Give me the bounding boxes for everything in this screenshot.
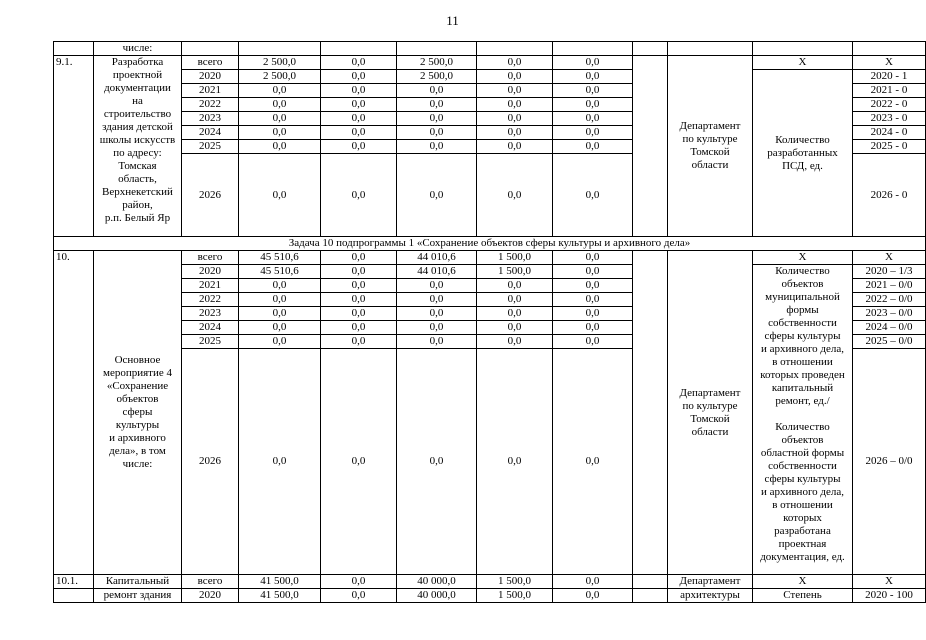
regional-cell: 0,0 (397, 279, 477, 293)
local-cell: 1 500,0 (477, 575, 553, 589)
name-cell: числе: (94, 42, 182, 56)
federal-cell: 0,0 (321, 98, 397, 112)
year-cell: 2021 (182, 279, 239, 293)
total-cell: 0,0 (239, 349, 321, 575)
target-cell: 2020 – 1/3 (853, 265, 926, 279)
empty-cell (477, 42, 553, 56)
federal-cell: 0,0 (321, 279, 397, 293)
extra-budget-cell: 0,0 (553, 265, 633, 279)
federal-cell: 0,0 (321, 154, 397, 237)
year-cell: 2025 (182, 140, 239, 154)
target-cell: 2026 - 0 (853, 154, 926, 237)
year-cell: 2026 (182, 349, 239, 575)
regional-cell: 0,0 (397, 126, 477, 140)
empty-cell (668, 42, 753, 56)
year-cell: всего (182, 575, 239, 589)
federal-cell: 0,0 (321, 293, 397, 307)
regional-cell: 44 010,6 (397, 265, 477, 279)
local-cell: 0,0 (477, 349, 553, 575)
regional-cell: 40 000,0 (397, 589, 477, 603)
regional-cell: 2 500,0 (397, 56, 477, 70)
num-cell: 10. (54, 251, 94, 575)
target-cell: 2023 - 0 (853, 112, 926, 126)
indicator-cell: X (753, 251, 853, 265)
total-cell: 0,0 (239, 307, 321, 321)
regional-cell: 0,0 (397, 140, 477, 154)
federal-cell: 0,0 (321, 251, 397, 265)
extra-budget-cell: 0,0 (553, 70, 633, 84)
executor-cell: Департамент по культуре Томской области (668, 56, 753, 237)
executor-cell: Департамент (668, 575, 753, 589)
federal-cell: 0,0 (321, 126, 397, 140)
target-cell: 2024 – 0/0 (853, 321, 926, 335)
extra-budget-cell: 0,0 (553, 349, 633, 575)
local-cell: 0,0 (477, 321, 553, 335)
local-cell: 0,0 (477, 293, 553, 307)
regional-cell: 0,0 (397, 349, 477, 575)
federal-cell: 0,0 (321, 70, 397, 84)
federal-cell: 0,0 (321, 112, 397, 126)
local-cell: 0,0 (477, 84, 553, 98)
extra-budget-cell: 0,0 (553, 589, 633, 603)
budget-table (53, 41, 926, 603)
federal-cell: 0,0 (321, 56, 397, 70)
year-cell: 2023 (182, 112, 239, 126)
target-cell: X (853, 56, 926, 70)
local-cell: 1 500,0 (477, 251, 553, 265)
extra-budget-cell: 0,0 (553, 279, 633, 293)
target-cell: X (853, 251, 926, 265)
extra-budget-cell: 0,0 (553, 84, 633, 98)
table-body (54, 42, 926, 603)
name-cell: Капитальный (94, 575, 182, 589)
indicator-cell: Количество разработанных ПСД, ед. (753, 70, 853, 237)
regional-cell: 0,0 (397, 293, 477, 307)
federal-cell: 0,0 (321, 140, 397, 154)
federal-cell: 0,0 (321, 335, 397, 349)
federal-cell: 0,0 (321, 321, 397, 335)
total-cell: 2 500,0 (239, 56, 321, 70)
empty-cell (633, 56, 668, 237)
indicator-cell: X (753, 56, 853, 70)
year-cell: 2025 (182, 335, 239, 349)
local-cell: 0,0 (477, 56, 553, 70)
num-cell (54, 589, 94, 603)
empty-cell (182, 42, 239, 56)
row-9-1 (54, 70, 926, 84)
year-cell: 2022 (182, 98, 239, 112)
empty-cell (633, 589, 668, 603)
regional-cell: 0,0 (397, 335, 477, 349)
empty-cell (633, 575, 668, 589)
row-10 (54, 265, 926, 279)
row-9-1 (54, 56, 926, 70)
total-cell: 41 500,0 (239, 575, 321, 589)
executor-cell: Департамент по культуре Томской области (668, 251, 753, 575)
total-cell: 0,0 (239, 98, 321, 112)
total-cell: 0,0 (239, 112, 321, 126)
row-10-1 (54, 589, 926, 603)
indicator-cell: Количество объектов муниципальной формы собственности сферы культуры и архивного дела, в отношении которых проведен капитальный ремонт, ед./ Количество объектов областной формы собственности сферы культуры и архивного дела, в отношении которых разработана проектная документация, ед. (753, 265, 853, 575)
empty-cell (553, 42, 633, 56)
federal-cell: 0,0 (321, 84, 397, 98)
name-cell: ремонт здания (94, 589, 182, 603)
regional-cell: 0,0 (397, 98, 477, 112)
target-cell: 2026 – 0/0 (853, 349, 926, 575)
local-cell: 0,0 (477, 112, 553, 126)
continuation-row (54, 42, 926, 56)
indicator-cell: Степень (753, 589, 853, 603)
target-cell: 2021 - 0 (853, 84, 926, 98)
local-cell: 0,0 (477, 140, 553, 154)
regional-cell: 0,0 (397, 307, 477, 321)
extra-budget-cell: 0,0 (553, 112, 633, 126)
total-cell: 0,0 (239, 140, 321, 154)
target-cell: 2023 – 0/0 (853, 307, 926, 321)
extra-budget-cell: 0,0 (553, 251, 633, 265)
local-cell: 1 500,0 (477, 265, 553, 279)
target-cell: 2020 - 1 (853, 70, 926, 84)
empty-cell (239, 42, 321, 56)
extra-budget-cell: 0,0 (553, 575, 633, 589)
total-cell: 45 510,6 (239, 251, 321, 265)
total-cell: 0,0 (239, 335, 321, 349)
year-cell: 2020 (182, 589, 239, 603)
target-cell: 2021 – 0/0 (853, 279, 926, 293)
indicator-cell: X (753, 575, 853, 589)
regional-cell: 0,0 (397, 84, 477, 98)
federal-cell: 0,0 (321, 265, 397, 279)
local-cell: 0,0 (477, 154, 553, 237)
year-cell: всего (182, 251, 239, 265)
row-10-1 (54, 575, 926, 589)
num-cell: 9.1. (54, 56, 94, 237)
target-cell: 2020 - 100 (853, 589, 926, 603)
total-cell: 0,0 (239, 293, 321, 307)
total-cell: 0,0 (239, 321, 321, 335)
task-header: Задача 10 подпрограммы 1 «Сохранение объектов сферы культуры и архивного дела» (54, 237, 926, 251)
num-cell: 10.1. (54, 575, 94, 589)
target-cell: 2022 - 0 (853, 98, 926, 112)
extra-budget-cell: 0,0 (553, 293, 633, 307)
empty-cell (321, 42, 397, 56)
extra-budget-cell: 0,0 (553, 140, 633, 154)
year-cell: 2026 (182, 154, 239, 237)
extra-budget-cell: 0,0 (553, 307, 633, 321)
regional-cell: 0,0 (397, 112, 477, 126)
local-cell: 0,0 (477, 70, 553, 84)
local-cell: 0,0 (477, 279, 553, 293)
total-cell: 45 510,6 (239, 265, 321, 279)
task-header-row (54, 237, 926, 251)
regional-cell: 0,0 (397, 154, 477, 237)
extra-budget-cell: 0,0 (553, 335, 633, 349)
target-cell: 2025 – 0/0 (853, 335, 926, 349)
name-cell: Основное мероприятие 4 «Сохранение объектов сферы культуры и архивного дела», в том числе: (94, 251, 182, 575)
empty-cell (397, 42, 477, 56)
extra-budget-cell: 0,0 (553, 321, 633, 335)
extra-budget-cell: 0,0 (553, 126, 633, 140)
local-cell: 0,0 (477, 98, 553, 112)
year-cell: 2024 (182, 321, 239, 335)
row-10 (54, 251, 926, 265)
regional-cell: 2 500,0 (397, 70, 477, 84)
year-cell: 2020 (182, 70, 239, 84)
federal-cell: 0,0 (321, 307, 397, 321)
federal-cell: 0,0 (321, 349, 397, 575)
empty-cell (753, 42, 853, 56)
year-cell: 2024 (182, 126, 239, 140)
target-cell: 2024 - 0 (853, 126, 926, 140)
local-cell: 1 500,0 (477, 589, 553, 603)
federal-cell: 0,0 (321, 575, 397, 589)
local-cell: 0,0 (477, 126, 553, 140)
regional-cell: 0,0 (397, 321, 477, 335)
federal-cell: 0,0 (321, 589, 397, 603)
total-cell: 41 500,0 (239, 589, 321, 603)
target-cell: 2025 - 0 (853, 140, 926, 154)
local-cell: 0,0 (477, 335, 553, 349)
extra-budget-cell: 0,0 (553, 56, 633, 70)
empty-cell (633, 251, 668, 575)
total-cell: 0,0 (239, 279, 321, 293)
total-cell: 2 500,0 (239, 70, 321, 84)
local-cell: 0,0 (477, 307, 553, 321)
empty-cell (633, 42, 668, 56)
regional-cell: 40 000,0 (397, 575, 477, 589)
target-cell: X (853, 575, 926, 589)
year-cell: 2022 (182, 293, 239, 307)
page-number: 11 (446, 13, 459, 28)
target-cell: 2022 – 0/0 (853, 293, 926, 307)
num-cell (54, 42, 94, 56)
empty-cell (853, 42, 926, 56)
total-cell: 0,0 (239, 84, 321, 98)
executor-cell: архитектуры (668, 589, 753, 603)
regional-cell: 44 010,6 (397, 251, 477, 265)
total-cell: 0,0 (239, 126, 321, 140)
year-cell: 2020 (182, 265, 239, 279)
extra-budget-cell: 0,0 (553, 98, 633, 112)
name-cell: Разработка проектной документации на строительство здания детской школы искусств по адресу: Томская область, Верхнекетский район, р.п. Белый Яр (94, 56, 182, 237)
year-cell: всего (182, 56, 239, 70)
year-cell: 2021 (182, 84, 239, 98)
extra-budget-cell: 0,0 (553, 154, 633, 237)
year-cell: 2023 (182, 307, 239, 321)
total-cell: 0,0 (239, 154, 321, 237)
